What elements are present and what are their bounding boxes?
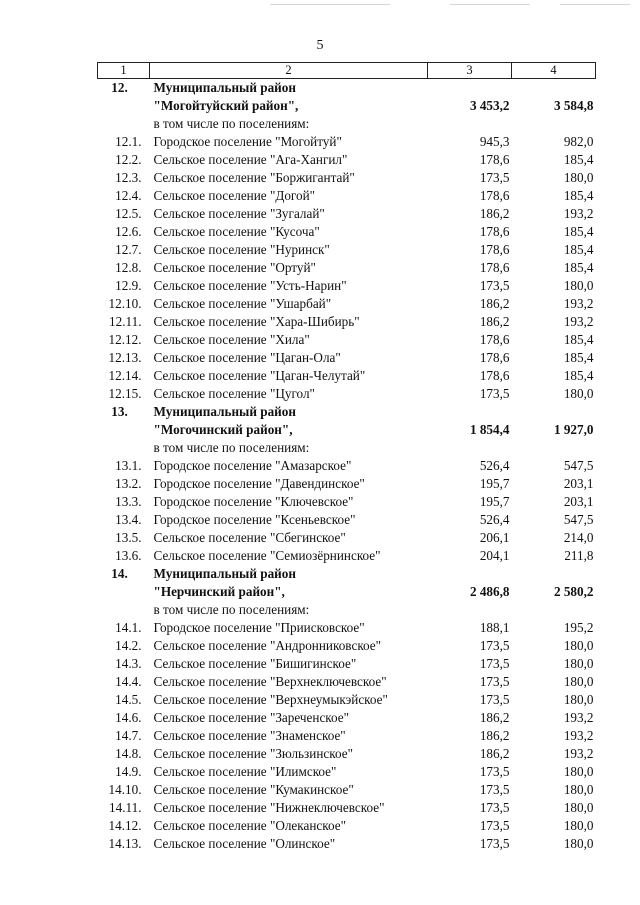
row-value-col4: 185,4	[563, 332, 594, 347]
district-total-row	[98, 97, 596, 115]
row-value-col4: 185,4	[563, 188, 594, 203]
row-number: 14.3.	[115, 656, 142, 671]
district-name: "Могочинский район",	[153, 422, 293, 437]
row-number: 13.5.	[115, 530, 142, 545]
row-value-col4: 180,0	[563, 656, 594, 671]
empty-cell	[428, 79, 512, 98]
table-row	[98, 313, 596, 331]
row-number: 12.2.	[115, 152, 142, 167]
row-number: 14.4.	[115, 674, 142, 689]
district-subtitle: в том числе по поселениям:	[153, 440, 310, 455]
row-value-col4: 982,0	[563, 134, 594, 149]
settlement-name: Городское поселение "Могойтуй"	[153, 134, 342, 149]
row-value-col3: 178,6	[479, 152, 510, 167]
empty-cell	[98, 583, 150, 601]
table-header-row	[98, 63, 596, 79]
empty-cell	[428, 439, 512, 457]
district-total-row	[98, 421, 596, 439]
district-subtitle-row	[98, 439, 596, 457]
row-number: 12.5.	[115, 206, 142, 221]
district-subtitle-row	[98, 601, 596, 619]
row-number: 14.9.	[115, 764, 142, 779]
row-number: 12.8.	[115, 260, 142, 275]
settlement-name: Сельское поселение "Усть-Нарин"	[153, 278, 347, 293]
district-number: 14.	[111, 566, 128, 581]
settlement-name: Сельское поселение "Семиозёрнинское"	[153, 548, 381, 563]
settlement-name: Городское поселение "Давендинское"	[153, 476, 365, 491]
row-value-col3: 173,5	[479, 674, 510, 689]
page-number: 5	[316, 38, 324, 53]
row-value-col4: 214,0	[563, 530, 594, 545]
table-row	[98, 277, 596, 295]
budget-table	[97, 62, 596, 853]
table-row	[98, 547, 596, 565]
table-row	[98, 511, 596, 529]
row-value-col4: 185,4	[563, 242, 594, 257]
empty-cell	[98, 115, 150, 133]
row-number: 13.2.	[115, 476, 142, 491]
settlement-name: Сельское поселение "Цаган-Челутай"	[153, 368, 366, 383]
row-value-col3: 186,2	[479, 314, 510, 329]
settlement-name: Городское поселение "Ключевское"	[153, 494, 354, 509]
settlement-name: Городское поселение "Ксеньевское"	[153, 512, 356, 527]
row-value-col3: 195,7	[479, 476, 510, 491]
row-value-col4: 203,1	[563, 476, 594, 491]
district-total-col3: 1 854,4	[469, 422, 510, 437]
district-title-row	[98, 565, 596, 583]
settlement-name: Сельское поселение "Цаган-Ола"	[153, 350, 341, 365]
district-subtitle: в том числе по поселениям:	[153, 602, 310, 617]
settlement-name: Сельское поселение "Ушарбай"	[153, 296, 332, 311]
row-value-col4: 193,2	[563, 206, 594, 221]
table-row	[98, 835, 596, 853]
row-value-col4: 180,0	[563, 818, 594, 833]
empty-cell	[98, 601, 150, 619]
table-row	[98, 637, 596, 655]
empty-cell	[512, 115, 596, 133]
row-value-col4: 180,0	[563, 386, 594, 401]
row-value-col3: 178,6	[479, 188, 510, 203]
scan-edge-line	[270, 4, 390, 5]
settlement-name: Сельское поселение "Зугалай"	[153, 206, 325, 221]
empty-cell	[98, 97, 150, 115]
row-number: 12.11.	[109, 314, 142, 329]
settlement-name: Сельское поселение "Нуринск"	[153, 242, 330, 257]
table-row	[98, 187, 596, 205]
row-value-col4: 180,0	[563, 800, 594, 815]
table-row	[98, 367, 596, 385]
district-subtitle-row	[98, 115, 596, 133]
row-value-col3: 178,6	[479, 242, 510, 257]
row-number: 12.12.	[108, 332, 142, 347]
row-value-col3: 173,5	[479, 638, 510, 653]
row-value-col3: 526,4	[479, 512, 510, 527]
row-number: 12.4.	[115, 188, 142, 203]
table-row	[98, 655, 596, 673]
district-total-col3: 2 486,8	[469, 584, 510, 599]
row-number: 12.15.	[108, 386, 142, 401]
row-value-col4: 180,0	[563, 674, 594, 689]
row-value-col3: 178,6	[479, 224, 510, 239]
row-value-col3: 204,1	[479, 548, 510, 563]
scan-edge-line	[560, 4, 630, 5]
row-number: 12.9.	[115, 278, 142, 293]
row-value-col3: 945,3	[479, 134, 510, 149]
district-title: Муниципальный район	[153, 80, 296, 95]
header-col-3: 3	[428, 63, 512, 79]
table-row	[98, 151, 596, 169]
settlement-name: Сельское поселение "Олеканское"	[153, 818, 346, 833]
settlement-name: Сельское поселение "Кусоча"	[153, 224, 320, 239]
row-number: 13.4.	[115, 512, 142, 527]
table-row	[98, 781, 596, 799]
row-value-col3: 178,6	[479, 368, 510, 383]
table-row	[98, 691, 596, 709]
settlement-name: Сельское поселение "Ага-Хангил"	[153, 152, 348, 167]
row-number: 12.1.	[115, 134, 142, 149]
row-value-col3: 186,2	[479, 296, 510, 311]
row-value-col3: 173,5	[479, 170, 510, 185]
table-row	[98, 673, 596, 691]
table-row	[98, 295, 596, 313]
row-value-col3: 188,1	[479, 620, 510, 635]
settlement-name: Городское поселение "Амазарское"	[153, 458, 352, 473]
district-name: "Нерчинский район",	[153, 584, 285, 599]
settlement-name: Сельское поселение "Хила"	[153, 332, 310, 347]
settlement-name: Сельское поселение "Догой"	[153, 188, 316, 203]
row-number: 13.3.	[115, 494, 142, 509]
row-value-col3: 173,5	[479, 782, 510, 797]
table-row	[98, 529, 596, 547]
table-row	[98, 331, 596, 349]
table-row	[98, 133, 596, 151]
row-value-col3: 173,5	[479, 818, 510, 833]
table-row	[98, 241, 596, 259]
empty-cell	[428, 115, 512, 133]
district-total-col4: 3 584,8	[553, 98, 594, 113]
row-value-col3: 178,6	[479, 350, 510, 365]
row-value-col4: 180,0	[563, 692, 594, 707]
table-row	[98, 169, 596, 187]
header-col-2: 2	[150, 63, 428, 79]
row-number: 14.2.	[115, 638, 142, 653]
row-value-col3: 173,5	[479, 386, 510, 401]
row-value-col3: 173,5	[479, 278, 510, 293]
row-number: 14.11.	[109, 800, 142, 815]
district-number: 13.	[111, 404, 128, 419]
row-value-col3: 178,6	[479, 260, 510, 275]
header-col-4: 4	[512, 63, 596, 79]
district-name: "Могойтуйский район",	[153, 98, 299, 113]
row-value-col3: 173,5	[479, 692, 510, 707]
settlement-name: Сельское поселение "Андронниковское"	[153, 638, 382, 653]
row-value-col3: 186,2	[479, 746, 510, 761]
row-value-col3: 186,2	[479, 206, 510, 221]
table-row	[98, 475, 596, 493]
empty-cell	[98, 421, 150, 439]
district-title: Муниципальный район	[153, 404, 296, 419]
district-subtitle: в том числе по поселениям:	[153, 116, 310, 131]
row-value-col4: 203,1	[563, 494, 594, 509]
row-value-col4: 193,2	[563, 746, 594, 761]
table-row	[98, 709, 596, 727]
row-value-col3: 173,5	[479, 800, 510, 815]
settlement-name: Сельское поселение "Олинское"	[153, 836, 336, 851]
row-value-col4: 193,2	[563, 728, 594, 743]
row-number: 13.6.	[115, 548, 142, 563]
district-title-row	[98, 79, 596, 98]
district-number: 12.	[111, 80, 128, 95]
row-value-col4: 180,0	[563, 170, 594, 185]
settlement-name: Сельское поселение "Хара-Шибирь"	[153, 314, 360, 329]
settlement-name: Сельское поселение "Ортуй"	[153, 260, 316, 275]
empty-cell	[428, 601, 512, 619]
row-number: 13.1.	[115, 458, 142, 473]
settlement-name: Сельское поселение "Сбегинское"	[153, 530, 346, 545]
row-value-col4: 180,0	[563, 638, 594, 653]
settlement-name: Сельское поселение "Боржигантай"	[153, 170, 355, 185]
settlement-name: Сельское поселение "Верхнеумыкэйское"	[153, 692, 388, 707]
empty-cell	[512, 439, 596, 457]
row-number: 14.10.	[108, 782, 142, 797]
row-value-col4: 193,2	[563, 710, 594, 725]
row-number: 14.8.	[115, 746, 142, 761]
settlement-name: Сельское поселение "Верхнеключевское"	[153, 674, 387, 689]
table-row	[98, 205, 596, 223]
row-number: 14.12.	[108, 818, 142, 833]
scan-edge-line	[450, 4, 530, 5]
empty-cell	[512, 79, 596, 98]
settlement-name: Сельское поселение "Бишигинское"	[153, 656, 357, 671]
empty-cell	[98, 439, 150, 457]
row-value-col4: 195,2	[563, 620, 594, 635]
row-value-col4: 185,4	[563, 152, 594, 167]
row-value-col4: 180,0	[563, 782, 594, 797]
table-row	[98, 457, 596, 475]
district-title-row	[98, 403, 596, 421]
empty-cell	[428, 565, 512, 583]
row-value-col4: 185,4	[563, 350, 594, 365]
row-value-col3: 178,6	[479, 332, 510, 347]
district-total-col4: 2 580,2	[553, 584, 594, 599]
district-total-col3: 3 453,2	[469, 98, 510, 113]
row-value-col3: 206,1	[479, 530, 510, 545]
table-row	[98, 799, 596, 817]
row-value-col3: 186,2	[479, 710, 510, 725]
row-value-col3: 173,5	[479, 836, 510, 851]
district-title: Муниципальный район	[153, 566, 296, 581]
empty-cell	[512, 601, 596, 619]
table-row	[98, 223, 596, 241]
row-value-col4: 185,4	[563, 260, 594, 275]
settlement-name: Сельское поселение "Зареченское"	[153, 710, 350, 725]
row-number: 12.13.	[108, 350, 142, 365]
row-value-col4: 547,5	[563, 512, 594, 527]
row-value-col4: 193,2	[563, 314, 594, 329]
settlement-name: Сельское поселение "Илимское"	[153, 764, 337, 779]
row-number: 14.1.	[115, 620, 142, 635]
table-row	[98, 727, 596, 745]
row-value-col4: 547,5	[563, 458, 594, 473]
row-number: 14.13.	[108, 836, 142, 851]
row-value-col4: 185,4	[563, 368, 594, 383]
settlement-name: Сельское поселение "Зюльзинское"	[153, 746, 353, 761]
district-total-col4: 1 927,0	[553, 422, 594, 437]
table-row	[98, 259, 596, 277]
row-value-col4: 180,0	[563, 278, 594, 293]
row-value-col3: 173,5	[479, 764, 510, 779]
settlement-name: Сельское поселение "Цугол"	[153, 386, 315, 401]
table-row	[98, 385, 596, 403]
empty-cell	[512, 565, 596, 583]
row-value-col4: 211,8	[564, 548, 594, 563]
settlement-name: Городское поселение "Приисковское"	[153, 620, 365, 635]
row-number: 12.3.	[115, 170, 142, 185]
row-number: 14.7.	[115, 728, 142, 743]
row-number: 12.10.	[108, 296, 142, 311]
row-value-col3: 526,4	[479, 458, 510, 473]
table-row	[98, 817, 596, 835]
row-value-col4: 180,0	[563, 836, 594, 851]
row-value-col3: 186,2	[479, 728, 510, 743]
settlement-name: Сельское поселение "Кумакинское"	[153, 782, 354, 797]
table-row	[98, 493, 596, 511]
row-value-col4: 193,2	[563, 296, 594, 311]
settlement-name: Сельское поселение "Нижнеключевское"	[153, 800, 385, 815]
row-value-col4: 185,4	[563, 224, 594, 239]
row-value-col3: 173,5	[479, 656, 510, 671]
row-number: 14.5.	[115, 692, 142, 707]
table-row	[98, 349, 596, 367]
row-value-col3: 195,7	[479, 494, 510, 509]
row-number: 14.6.	[115, 710, 142, 725]
table-row	[98, 745, 596, 763]
row-number: 12.7.	[115, 242, 142, 257]
empty-cell	[428, 403, 512, 421]
table-row	[98, 763, 596, 781]
empty-cell	[512, 403, 596, 421]
row-number: 12.14.	[108, 368, 142, 383]
row-value-col4: 180,0	[563, 764, 594, 779]
settlement-name: Сельское поселение "Знаменское"	[153, 728, 346, 743]
header-col-1: 1	[98, 63, 150, 79]
district-total-row	[98, 583, 596, 601]
row-number: 12.6.	[115, 224, 142, 239]
table-row	[98, 619, 596, 637]
